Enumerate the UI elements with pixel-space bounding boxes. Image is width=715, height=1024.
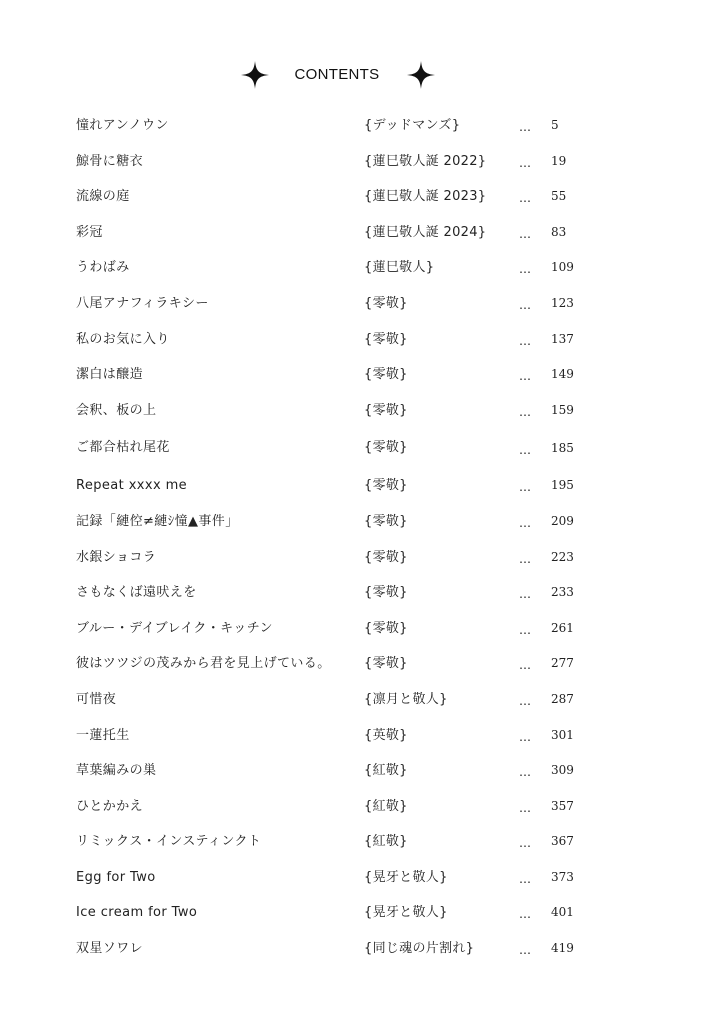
entry-title: ブルー・デイブレイク・キッチン: [76, 620, 273, 636]
toc-entry[interactable]: [0, 646, 715, 682]
entry-title: 会釈、板の上: [76, 402, 157, 418]
entry-title: さもなくば遠吠えを: [76, 585, 197, 601]
toc-entry[interactable]: [0, 575, 715, 611]
entry-page-number: 223: [551, 549, 574, 564]
entry-title: Egg for Two: [76, 869, 156, 885]
toc-entry[interactable]: [0, 357, 715, 393]
entry-leader: …: [519, 443, 532, 458]
toc-entry[interactable]: [0, 322, 715, 358]
entry-title: ご都合枯れ尾花: [76, 440, 170, 456]
entry-title: うわばみ: [76, 260, 130, 276]
entry-pairing: {零敬}: [364, 549, 408, 565]
entry-page-number: 309: [551, 763, 574, 778]
toc-entry[interactable]: [0, 108, 715, 144]
entry-pairing: {零敬}: [364, 585, 408, 601]
entry-page-number: 401: [551, 905, 574, 920]
entry-title: 憧れアンノウン: [76, 118, 169, 133]
entry-page-number: 373: [551, 869, 574, 884]
entry-leader: …: [519, 515, 532, 530]
toc-entry[interactable]: [0, 215, 715, 251]
toc-entry[interactable]: [0, 468, 715, 504]
entry-pairing: {零敬}: [364, 656, 408, 672]
entry-pairing: {紅敬}: [364, 763, 408, 779]
entry-pairing: {零敬}: [364, 620, 408, 636]
entry-leader: …: [519, 836, 532, 851]
entry-leader: …: [519, 800, 532, 815]
entry-leader: …: [519, 658, 532, 673]
entry-pairing: {デッドマンズ}: [364, 118, 461, 133]
entry-title: ひとかかえ: [76, 798, 144, 814]
entry-leader: …: [519, 297, 532, 312]
entry-pairing: {紅敬}: [364, 834, 408, 850]
entry-page-number: 233: [551, 585, 574, 600]
entry-title: 彼はツツジの茂みから君を見上げている。: [76, 656, 331, 672]
entry-page-number: 287: [551, 691, 574, 706]
entry-leader: …: [519, 480, 532, 495]
entry-title: 一蓮托生: [76, 727, 130, 743]
entry-page-number: 301: [551, 727, 574, 742]
entry-title: 水銀ショコラ: [76, 549, 157, 565]
entry-leader: …: [519, 369, 532, 384]
toc-entry[interactable]: [0, 753, 715, 789]
entry-page-number: 209: [551, 513, 574, 528]
entry-pairing: {蓮巳敬人誕 2022}: [364, 153, 487, 169]
toc-entry[interactable]: [0, 504, 715, 540]
toc-entry[interactable]: [0, 286, 715, 322]
toc-list: [0, 108, 715, 967]
entry-title: 鯨骨に糖衣: [76, 153, 144, 169]
entry-leader: …: [519, 120, 532, 134]
entry-pairing: {英敬}: [364, 727, 408, 743]
entry-leader: …: [519, 907, 532, 922]
entry-pairing: {蓮巳敬人誕 2023}: [364, 189, 487, 205]
sparkle-star-icon: [240, 60, 270, 90]
entry-title: リミックス・インスティンクト: [76, 834, 262, 850]
toc-entry[interactable]: [0, 144, 715, 180]
entry-page-number: 357: [551, 798, 574, 813]
entry-page-number: 185: [551, 441, 574, 456]
entry-title: 彩冠: [76, 224, 103, 240]
entry-leader: …: [519, 943, 532, 958]
entry-page-number: 55: [551, 189, 567, 204]
entry-title: 可惜夜: [76, 691, 117, 707]
entry-pairing: {凛月と敬人}: [364, 691, 448, 707]
entry-page-number: 419: [551, 941, 574, 956]
entry-pairing: {晃牙と敬人}: [364, 905, 448, 921]
entry-pairing: {零敬}: [364, 295, 408, 311]
entry-page-number: 109: [551, 260, 574, 275]
entry-title: 双星ソワレ: [76, 941, 144, 957]
entry-pairing: {零敬}: [364, 331, 408, 347]
entry-leader: …: [519, 155, 532, 170]
entry-title: 草葉編みの巣: [76, 763, 157, 779]
toc-entry[interactable]: [0, 931, 715, 967]
entry-page-number: 159: [551, 402, 574, 417]
page-title: CONTENTS: [294, 66, 380, 83]
toc-header: [0, 58, 715, 94]
toc-entry[interactable]: [0, 393, 715, 429]
entry-page-number: 149: [551, 367, 574, 382]
entry-page-number: 137: [551, 331, 574, 346]
entry-leader: …: [519, 729, 532, 744]
entry-pairing: {零敬}: [364, 367, 408, 383]
entry-pairing: {紅敬}: [364, 798, 408, 814]
entry-title: 流線の庭: [76, 189, 130, 205]
entry-pairing: {零敬}: [364, 478, 408, 494]
entry-pairing: {蓮巳敬人}: [364, 260, 435, 276]
toc-entry[interactable]: [0, 682, 715, 718]
entry-leader: …: [519, 871, 532, 886]
entry-title: 私のお気に入り: [76, 331, 170, 347]
toc-entry[interactable]: [0, 611, 715, 647]
toc-entry[interactable]: [0, 179, 715, 215]
entry-leader: …: [519, 693, 532, 708]
entry-pairing: {同じ魂の片割れ}: [364, 941, 475, 957]
entry-pairing: {晃牙と敬人}: [364, 869, 448, 885]
toc-entry[interactable]: [0, 895, 715, 931]
entry-leader: …: [519, 622, 532, 637]
entry-leader: …: [519, 551, 532, 566]
entry-page-number: 19: [551, 153, 567, 168]
entry-page-number: 5: [551, 118, 559, 132]
entry-leader: …: [519, 191, 532, 206]
toc-entry[interactable]: [0, 789, 715, 825]
entry-page-number: 367: [551, 834, 574, 849]
entry-leader: …: [519, 226, 532, 241]
toc-entry[interactable]: [0, 718, 715, 754]
entry-page-number: 195: [551, 478, 574, 493]
entry-leader: …: [519, 262, 532, 277]
entry-page-number: 83: [551, 224, 567, 239]
entry-page-number: 277: [551, 656, 574, 671]
toc-entry[interactable]: [0, 250, 715, 286]
entry-leader: …: [519, 333, 532, 348]
toc-entry[interactable]: [0, 540, 715, 576]
entry-title: 記録「縺倥≠縺ｼ憧▲事件」: [76, 513, 239, 529]
entry-leader: …: [519, 404, 532, 419]
toc-entry[interactable]: [0, 860, 715, 896]
toc-entry[interactable]: [0, 428, 715, 468]
entry-title: 潔白は醸造: [76, 367, 144, 383]
entry-title: Ice cream for Two: [76, 905, 198, 921]
toc-entry[interactable]: [0, 824, 715, 860]
entry-leader: …: [519, 587, 532, 602]
sparkle-star-icon: [406, 60, 436, 90]
entry-pairing: {蓮巳敬人誕 2024}: [364, 224, 487, 240]
entry-pairing: {零敬}: [364, 440, 408, 456]
entry-page-number: 261: [551, 620, 574, 635]
entry-pairing: {零敬}: [364, 513, 408, 529]
entry-title: 八尾アナフィラキシー: [76, 295, 209, 311]
entry-title: Repeat xxxx me: [76, 478, 188, 494]
entry-pairing: {零敬}: [364, 402, 408, 418]
entry-leader: …: [519, 765, 532, 780]
entry-page-number: 123: [551, 295, 574, 310]
